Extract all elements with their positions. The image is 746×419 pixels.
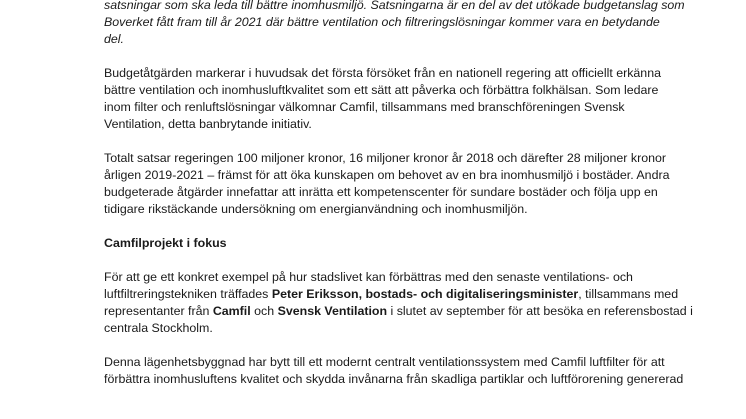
paragraph-gap [104,133,664,150]
intro-line: satsningar som ska leda till bättre inomhusmiljö. Satsningarna är en del av det utökade budgetanslag som [104,0,685,12]
funding-line: Totalt satsar regeringen 100 miljoner kronor, 16 miljoner kronor år 2018 och därefter 28 miljoner kronor [104,151,666,165]
section-heading: Camfilprojekt i fokus [104,236,227,250]
project-text: i slutet av september för att besöka en referensbostad i [387,304,693,318]
company-name-camfil: Camfil [212,304,251,318]
intro-paragraph [104,0,685,48]
organization-name-svensk-ventilation: Svensk Ventilation [277,304,388,318]
intro-line: del. [104,32,124,46]
project-line: För att ge ett konkret exempel på hur stadslivet kan förbättras med den senaste ventilations- och [104,270,633,284]
project-line [104,286,679,303]
paragraph-gap [104,218,664,235]
funding-line: årligen 2019-2021 – främst för att öka kunskapen om behovet av en bra inomhusmiljö i bostäder. Andra [104,168,670,182]
project-text: luftfiltreringstekniken träffades [104,287,272,301]
funding-line: budgeterade åtgärder innefattar att inrätta ett kompetenscenter för sundare bostäder och följa upp en [104,185,658,199]
document-page [104,0,693,388]
project-line [104,303,693,320]
budget-line: Ventilation, detta banbrytande initiativ. [104,117,312,131]
building-line: förbättra inomhusluftens kvalitet och skydda invånarna från skadliga partiklar och luftförorening genererad [104,372,684,386]
funding-paragraph [104,150,670,218]
budget-paragraph [104,65,664,133]
project-paragraph [104,269,693,337]
project-text: , tillsammans med [578,287,679,301]
minister-name: Peter Eriksson, bostads- och digitaliseringsminister [271,287,579,301]
funding-line: tidigare rikstäckande undersökning om energianvändning och inomhusmiljön. [104,202,528,216]
paragraph-gap [104,48,664,65]
project-text: och [250,304,278,318]
building-line: Denna lägenhetsbyggnad har bytt till ett modernt centralt ventilationssystem med Camfil luftfilter för att [104,355,665,369]
paragraph-gap [104,252,664,269]
paragraph-gap [104,337,664,354]
building-paragraph [104,354,684,388]
project-line: centrala Stockholm. [104,321,213,335]
project-text: representanter från [104,304,213,318]
budget-line: inom filter och renluftslösningar välkomnar Camfil, tillsammans med branschföreningen Svensk [104,100,625,114]
budget-line: bättre ventilation och inomhusluftkvalitet som ett sätt att påverka och förbättra folkhälsan. Som ledare [104,83,659,97]
budget-line: Budgetåtgärden markerar i huvudsak det första försöket från en nationell regering att officiellt erkänna [104,66,661,80]
intro-line: Boverket fått fram till år 2021 där bättre ventilation och filtreringslösningar kommer vara en betydande [104,15,660,29]
